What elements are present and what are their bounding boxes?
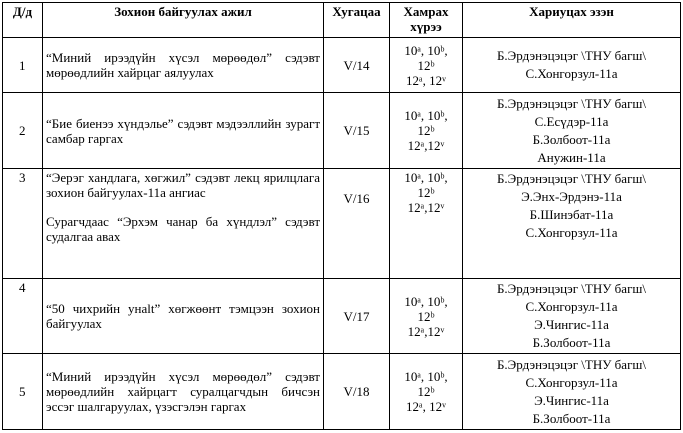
time-cell: V/17 — [324, 279, 390, 354]
scope-cell — [390, 38, 463, 93]
work-cell — [43, 279, 324, 354]
scope-line: 12ᵇ — [417, 57, 435, 73]
work-text: “Миний ирээдүйн хүсэл мөрөөдөл” сэдэвт мөрөөдлийн хайрцагт суралцагчдын бичсэн эссэг шалгаруулах, үзэсгэлэн гаргах — [46, 369, 320, 414]
resp-line: Б.Золбоот-11а — [532, 131, 611, 147]
header-num: Д/д — [3, 3, 43, 38]
scope-cell — [390, 169, 463, 279]
resp-line: Б.Золбоот-11а — [532, 410, 611, 426]
resp-line: Э.Чингис-11а — [534, 392, 609, 408]
table-row — [3, 354, 681, 430]
header-work: Зохион байгуулах ажил — [43, 3, 324, 38]
resp-cell — [463, 38, 681, 93]
scope-line: 12ᵇ — [417, 384, 435, 399]
scope-cell — [390, 354, 463, 430]
scope-line: 12ᵃ,12ᵛ — [407, 323, 445, 339]
resp-line: Э.Чингис-11а — [534, 317, 609, 332]
work-cell — [43, 354, 324, 430]
work-text: “50 чихрийн унalt” хөгжөөнт тэмцээн зохион байгуулах — [46, 301, 320, 331]
resp-line: С.Хонгорзул-11а — [525, 66, 618, 81]
scope-line: 12ᵃ,12ᵛ — [407, 200, 445, 215]
resp-line: Анужин-11а — [537, 149, 606, 165]
scope-line: 12ᵇ — [417, 123, 435, 138]
resp-line: С.Хонгорзул-11а — [525, 299, 618, 314]
scope-line: 12ᵃ,12ᵛ — [407, 138, 445, 153]
scope-line: 10ᵃ, 10ᵇ, — [404, 42, 448, 58]
resp-line: С.Есүдэр-11а — [534, 113, 609, 129]
resp-cell — [463, 169, 681, 279]
work-text: “Бие биенээ хүндэлье” сэдэвт мэдээллийн зурагт самбар гаргах — [46, 115, 320, 146]
table-row — [3, 38, 681, 93]
resp-cell — [463, 93, 681, 169]
resp-line: Б.Эрдэнэцэцэг \ТНУ багш\ — [496, 95, 647, 111]
plan-table — [2, 2, 681, 430]
resp-line: Э.Энх-Эрдэнэ-11а — [521, 189, 622, 204]
scope-line: 12ᵃ, 12ᵛ — [406, 399, 446, 414]
time-cell: V/16 — [324, 169, 390, 279]
table-row — [3, 169, 681, 279]
scope-line: 12ᵃ, 12ᵛ — [406, 72, 446, 88]
scope-line: 10ᵃ, 10ᵇ, — [404, 369, 448, 384]
resp-line: Б.Эрдэнэцэцэг \ТНУ багш\ — [496, 356, 647, 372]
header-scope: Хамрах хүрээ — [390, 3, 463, 38]
header-time: Хугацаа — [324, 3, 390, 38]
work-text: “Миний ирээдүйн хүсэл мөрөөдөл” сэдэвт мөрөөдлийн хайрцаг аялуулах — [46, 50, 320, 80]
scope-line: 10ᵃ, 10ᵇ, — [404, 170, 448, 185]
scope-line: 10ᵃ, 10ᵇ, — [404, 293, 448, 309]
work-text: “Эерэг хандлага, хөгжил” сэдэвт лекц ярилцлага зохион байгуулах-11а ангиас — [46, 170, 320, 200]
header-row — [3, 3, 681, 38]
scope-cell — [390, 279, 463, 354]
work-text: Сурагчдаас “Эрхэм чанар ба хүндлэл” сэдэвт судалгаа авах — [46, 214, 320, 244]
table-row — [3, 279, 681, 354]
resp-line: Б.Шинэбат-11а — [529, 207, 614, 222]
resp-line: С.Хонгорзул-11а — [525, 374, 618, 390]
resp-cell — [463, 279, 681, 354]
row-number: 3 — [3, 169, 43, 279]
row-number: 5 — [3, 354, 43, 430]
time-cell: V/14 — [324, 38, 390, 93]
work-cell — [43, 38, 324, 93]
time-cell: V/18 — [324, 354, 390, 430]
scope-line: 12ᵇ — [417, 185, 435, 200]
resp-line: Б.Эрдэнэцэцэг \ТНУ багш\ — [496, 48, 647, 63]
time-cell: V/15 — [324, 93, 390, 169]
row-number: 1 — [3, 38, 43, 93]
work-cell — [43, 169, 324, 279]
resp-cell — [463, 354, 681, 430]
resp-line: С.Хонгорзул-11а — [525, 225, 618, 240]
row-number: 4 — [3, 279, 43, 354]
resp-line: Б.Эрдэнэцэцэг \ТНУ багш\ — [496, 171, 647, 186]
resp-line: Б.Эрдэнэцэцэг \ТНУ багш\ — [496, 281, 647, 296]
scope-line: 10ᵃ, 10ᵇ, — [404, 108, 448, 123]
work-cell — [43, 93, 324, 169]
header-resp: Хариуцах эзэн — [463, 3, 681, 38]
spacer — [46, 200, 320, 214]
table-row — [3, 93, 681, 169]
scope-line: 12ᵇ — [417, 308, 435, 324]
resp-line: Б.Золбоот-11а — [532, 335, 611, 350]
row-number: 2 — [3, 93, 43, 169]
scope-cell — [390, 93, 463, 169]
